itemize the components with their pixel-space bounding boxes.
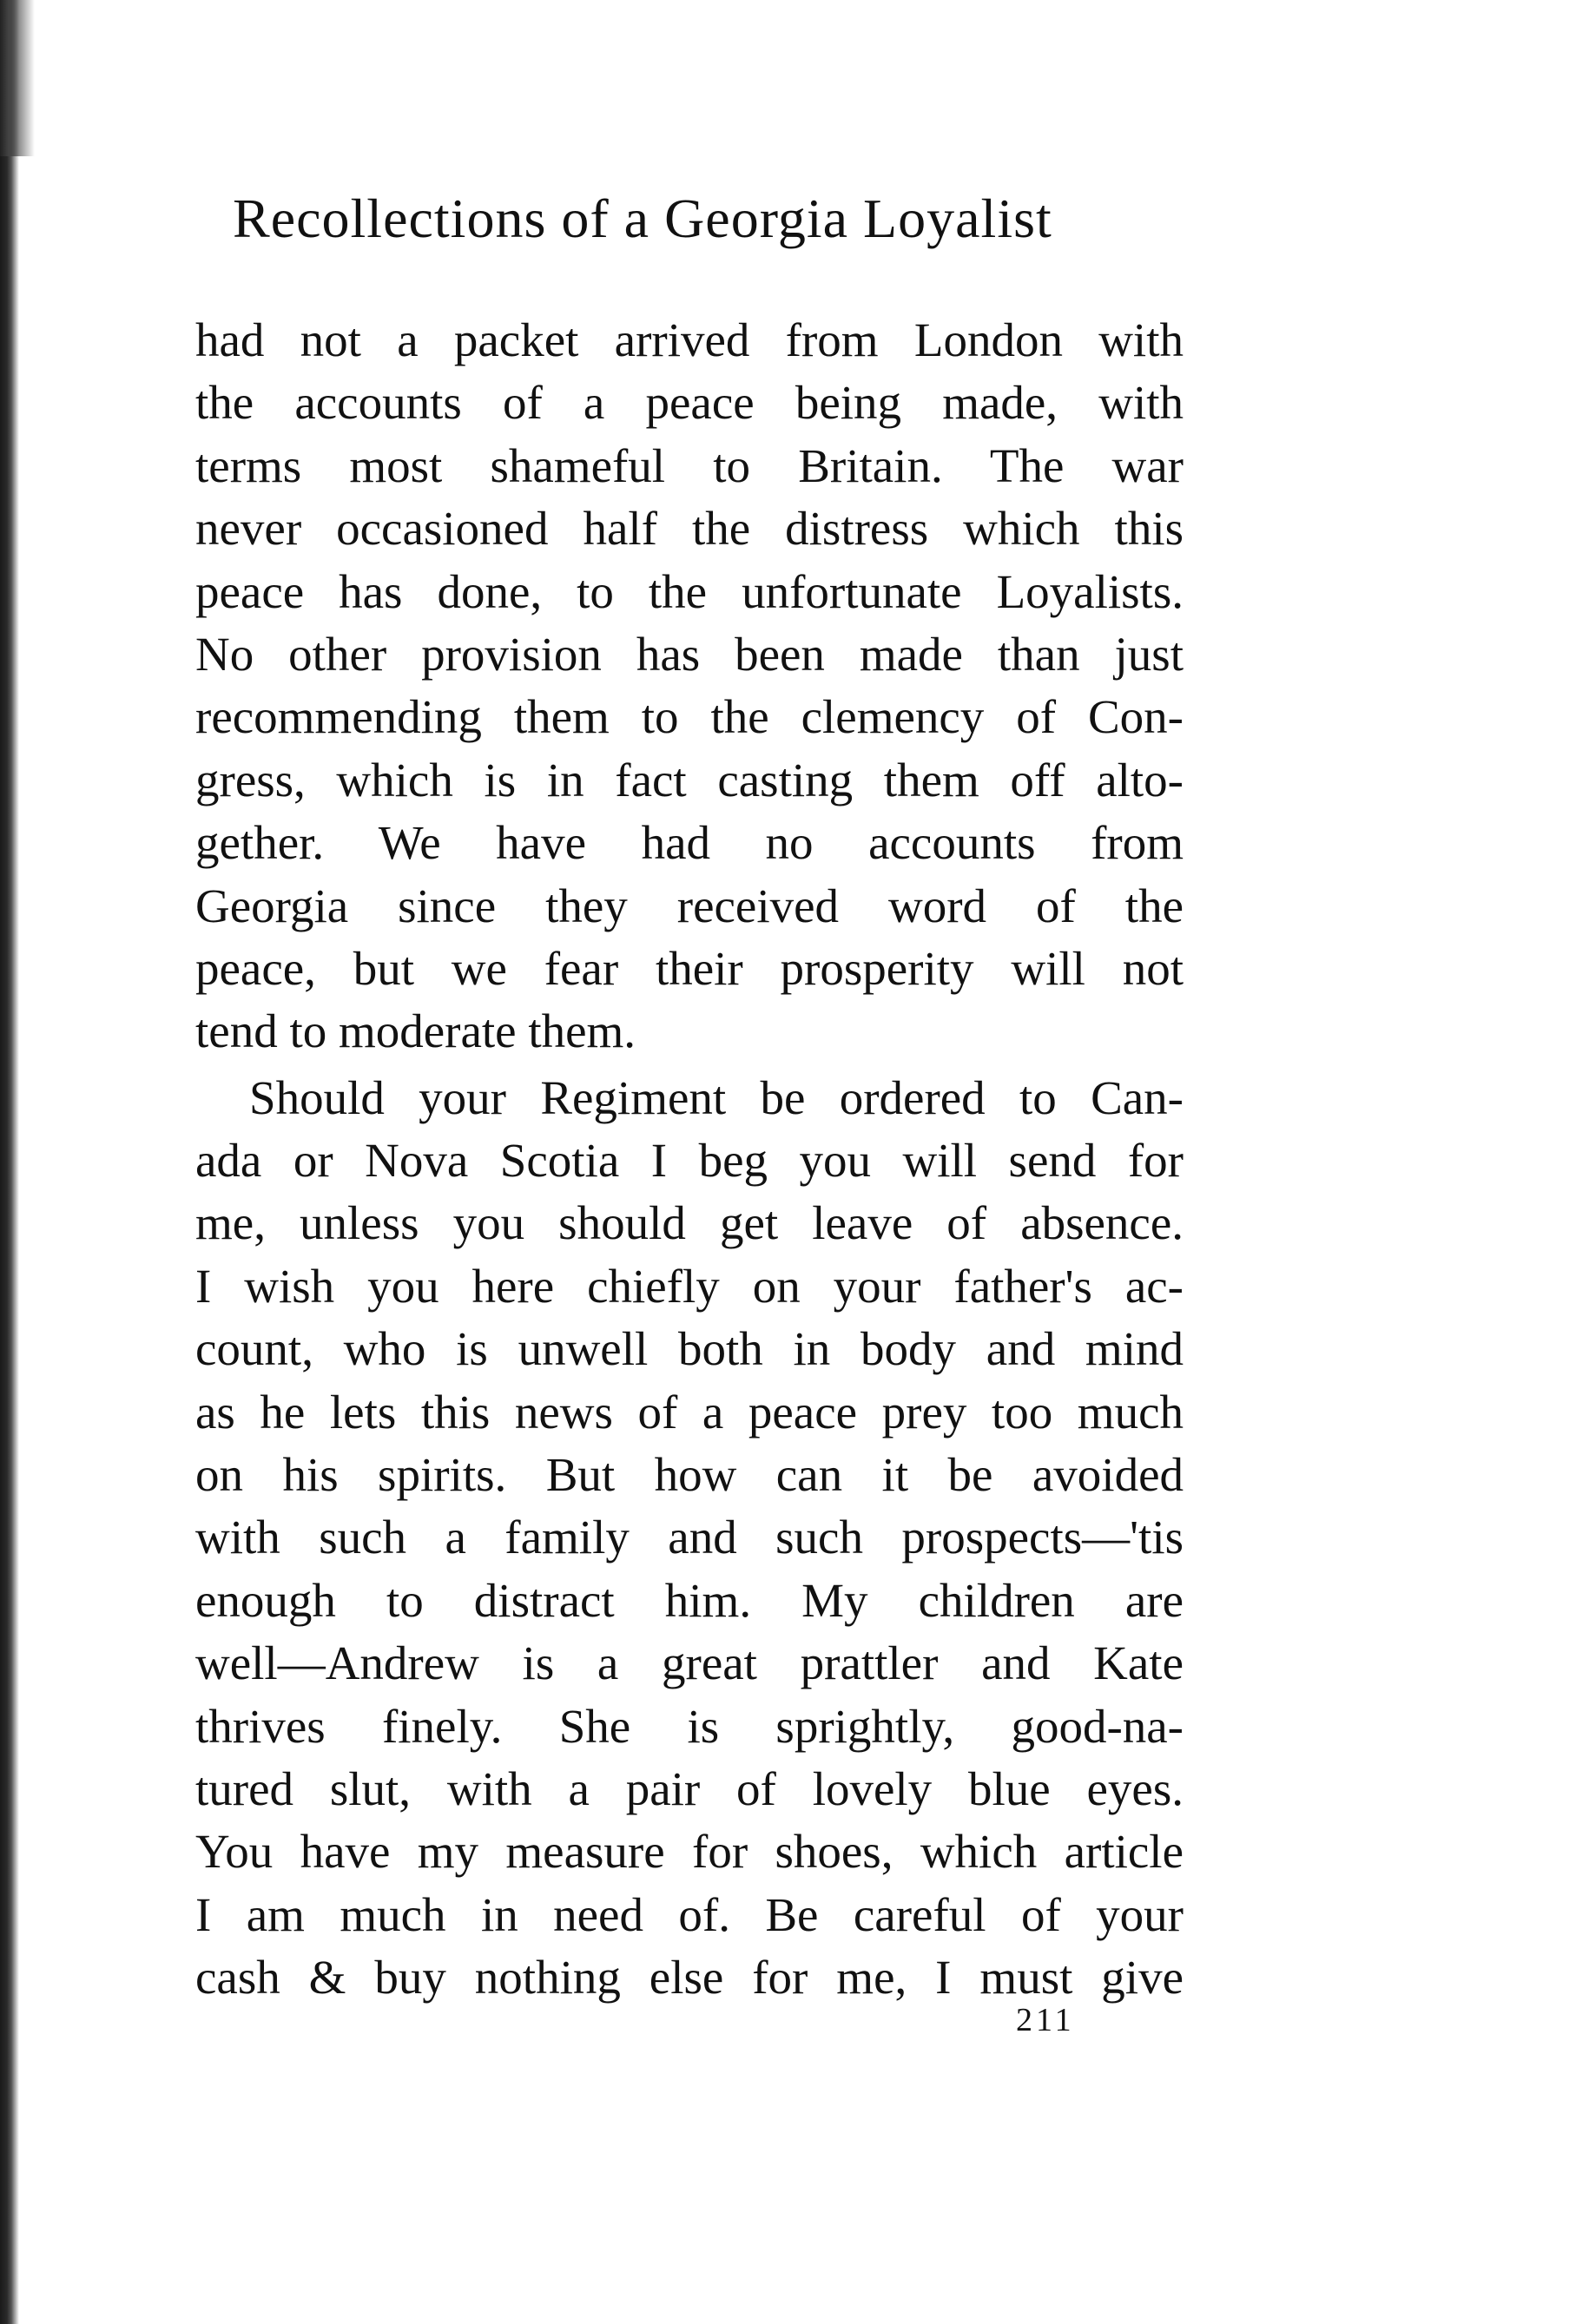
text-line: gress, which is in fact casting them off alto- — [195, 753, 1184, 806]
text-line: Should your Regiment be ordered to Can- — [249, 1070, 1184, 1124]
text-line: count, who is unwell both in body and mind — [195, 1322, 1184, 1376]
page-number: 211 — [1016, 2002, 1075, 2038]
text-line: tured slut, with a pair of lovely blue eyes. — [195, 1761, 1184, 1815]
text-line: enough to distract him. My children are — [195, 1573, 1184, 1627]
text-line: with such a family and such prospects—'tis — [195, 1511, 1184, 1564]
text-line: me, unless you should get leave of absence. — [195, 1196, 1184, 1250]
text-line: thrives finely. She is sprightly, good-na- — [195, 1699, 1184, 1753]
running-head: Recollections of a Georgia Loyalist — [233, 188, 1052, 249]
binding-edge-top — [0, 0, 35, 156]
text-line: never occasioned half the distress which this — [195, 502, 1184, 556]
text-line: as he lets this news of a peace prey too much — [195, 1385, 1184, 1439]
text-line: peace, but we fear their prosperity will not — [195, 941, 1184, 995]
text-line: ada or Nova Scotia I beg you will send for — [195, 1134, 1184, 1188]
text-line: on his spirits. But how can it be avoided — [195, 1448, 1184, 1502]
text-line: tend to moderate them. — [195, 1004, 636, 1058]
text-line: gether. We have had no accounts from — [195, 816, 1184, 870]
text-line: I am much in need of. Be careful of your — [195, 1887, 1184, 1941]
text-line: Georgia since they received word of the — [195, 879, 1184, 932]
text-line: cash & buy nothing else for me, I must give — [195, 1951, 1184, 2005]
text-line: peace has done, to the unfortunate Loyalists. — [195, 564, 1184, 618]
text-line: had not a packet arrived from London with — [195, 313, 1184, 366]
text-line: the accounts of a peace being made, with — [195, 376, 1184, 430]
text-line: You have my measure for shoes, which article — [195, 1825, 1184, 1879]
text-line: No other provision has been made than just — [195, 627, 1184, 681]
binding-edge — [0, 0, 19, 2324]
body-text — [195, 309, 1184, 2010]
text-line: I wish you here chiefly on your father's ac- — [195, 1259, 1184, 1313]
text-line: terms most shameful to Britain. The war — [195, 438, 1184, 492]
text-line: recommending them to the clemency of Con- — [195, 690, 1184, 744]
text-line: well—Andrew is a great prattler and Kate — [195, 1636, 1184, 1690]
